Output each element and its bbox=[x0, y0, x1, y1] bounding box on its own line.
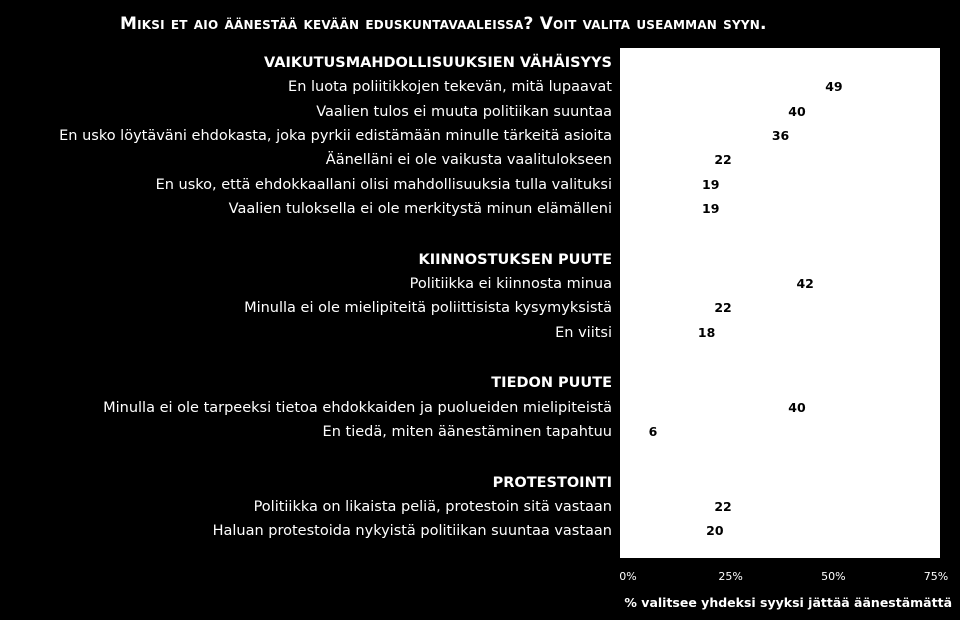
data-value-label: 20 bbox=[706, 523, 724, 539]
category-label: Minulla ei ole mielipiteitä poliittisista kysymyksistä bbox=[244, 300, 612, 317]
data-value-label: 18 bbox=[697, 324, 716, 340]
category-label: Minulla ei ole tarpeeksi tietoa ehdokkaiden ja puolueiden mielipiteistä bbox=[103, 399, 612, 416]
category-label: En usko löytäväni ehdokasta, joka pyrkii edistämään minulle tärkeitä asioita bbox=[59, 127, 612, 144]
category-label: Politiikka on likaista peliä, protestoin sitä vastaan bbox=[253, 499, 612, 515]
data-value-label: 22 bbox=[714, 300, 732, 316]
group-label: VAIKUTUSMAHDOLLISUUKSIEN VÄHÄISYYS bbox=[264, 55, 612, 71]
group-label: KIINNOSTUKSEN PUUTE bbox=[418, 251, 612, 268]
chart-title: Miksi et aio äänestää kevään eduskuntavaaleissa? Voit valita useamman syyn. bbox=[120, 14, 767, 34]
data-value-label: 40 bbox=[788, 103, 806, 119]
category-label: En viitsi bbox=[555, 324, 612, 341]
category-label: Politiikka ei kiinnosta minua bbox=[409, 275, 612, 292]
x-tick-label: 75% bbox=[923, 570, 949, 583]
x-tick-label: 25% bbox=[718, 570, 743, 583]
x-tick-label: 0% bbox=[619, 570, 637, 583]
plot-area bbox=[620, 48, 940, 558]
data-value-label: 49 bbox=[825, 79, 843, 95]
x-axis-label: % valitsee yhdeksi syyksi jättää äänestämättä bbox=[624, 595, 952, 610]
data-value-label: 22 bbox=[714, 499, 732, 514]
data-value-label: 36 bbox=[771, 127, 790, 143]
category-label: En luota poliitikkojen tekevän, mitä lupaavat bbox=[288, 79, 612, 96]
data-value-label: 19 bbox=[702, 176, 720, 192]
data-value-label: 40 bbox=[788, 399, 806, 415]
category-label: Vaalien tuloksella ei ole merkitystä minun elämälleni bbox=[228, 200, 612, 217]
data-value-label: 22 bbox=[714, 152, 732, 168]
data-value-label: 19 bbox=[702, 200, 720, 216]
group-label: PROTESTOINTI bbox=[492, 474, 612, 491]
x-tick-label: 50% bbox=[821, 570, 846, 583]
data-value-label: 42 bbox=[796, 275, 814, 291]
category-label: Haluan protestoida nykyistä politiikan suuntaa vastaan bbox=[212, 523, 612, 540]
category-label: Äänelläni ei ole vaikusta vaalitulokseen bbox=[325, 152, 612, 169]
data-value-label: 6 bbox=[648, 423, 658, 439]
category-label: Vaalien tulos ei muuta politiikan suuntaa bbox=[316, 103, 612, 120]
group-label: TIEDON PUUTE bbox=[491, 375, 612, 392]
category-label: En tiedä, miten äänestäminen tapahtuu bbox=[322, 423, 612, 440]
category-label: En usko, että ehdokkaallani olisi mahdollisuuksia tulla valituksi bbox=[155, 176, 612, 193]
